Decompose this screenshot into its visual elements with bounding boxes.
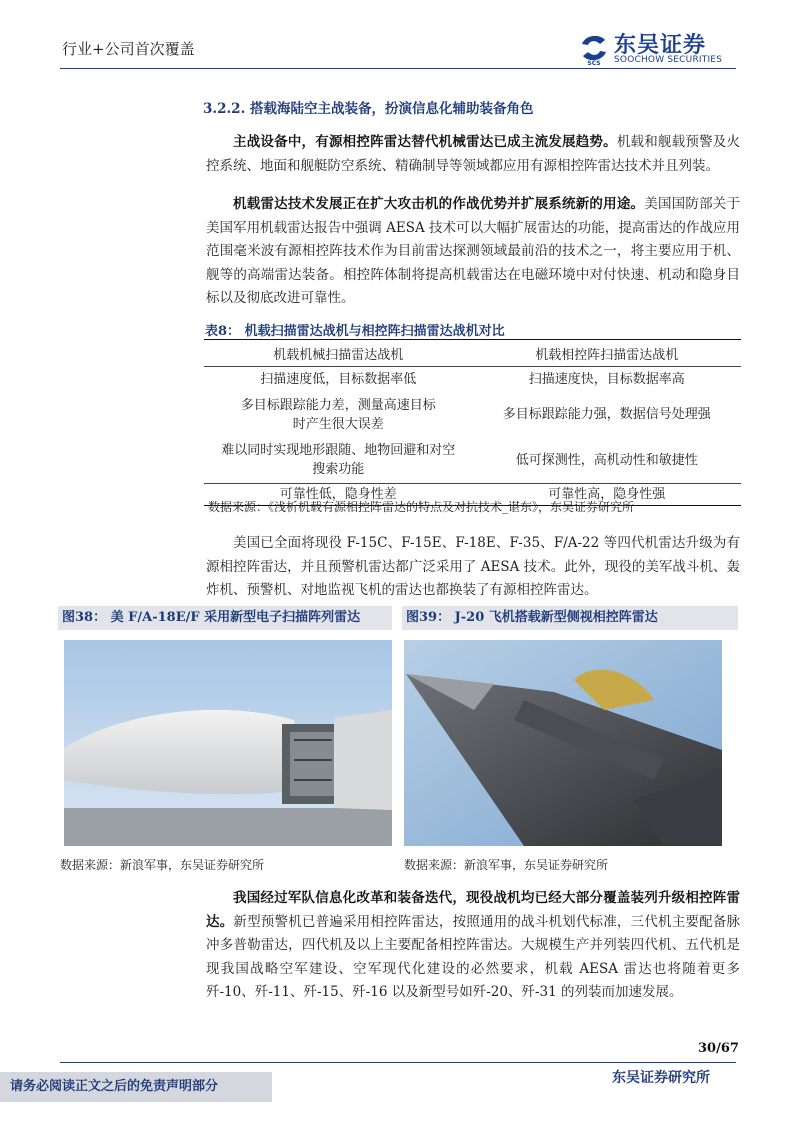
figure-38-caption: 图38： 美 F/A-18E/F 采用新型电子扫描阵列雷达	[58, 606, 392, 630]
paragraph-1-lead: 主战设备中，有源相控阵雷达替代机械雷达已成主流发展趋势。	[233, 134, 617, 150]
footer-institute: 东吴证券研究所	[612, 1070, 710, 1086]
table-cell: 可靠性低，隐身性差	[279, 487, 397, 502]
company-logo	[578, 30, 738, 70]
table-cell: 难以同时实现地形跟随、地物回避和对空搜索功能	[221, 443, 456, 478]
jet-radar-photo-icon	[64, 640, 392, 846]
paragraph-2-lead: 机载雷达技术发展正在扩大攻击机的作战优势并扩展系统新的用途。	[233, 196, 645, 212]
table-cell: 扫描速度快，目标数据率高	[528, 371, 685, 387]
table-header-cell: 机载相控阵扫描雷达战机	[473, 340, 742, 367]
logo-mark-icon	[578, 32, 610, 66]
figure-39-source: 数据来源：新浪军事，东吴证券研究所	[404, 858, 609, 872]
paragraph-2	[206, 193, 740, 311]
table-row	[204, 392, 741, 438]
header-category: 行业+公司首次覆盖	[62, 40, 195, 58]
table-row	[204, 438, 741, 484]
paragraph-2-body: 美国国防部关于美国军用机载雷达报告中强调 AESA 技术可以大幅扩展雷达的功能，提高雷达的作战应用范围毫米波有源相控阵技术作为目前雷达探测领域最前沿的技术之一，将主要应用于机、舰等的高端雷达装备。相控阵体制将提高机载雷达在电磁环境中对付快速、机动和隐身目标以及彻底改进可靠性。	[206, 196, 740, 306]
page-number: 30/67	[698, 1041, 739, 1056]
paragraph-4-lead: 我国经过军队信息化改革和装备迭代，现役战机均已经大部分覆盖装列升级相控阵雷达。	[206, 890, 740, 930]
table-cell: 低可探测性，高机动性和敏捷性	[515, 452, 698, 468]
table-header-cell: 机载机械扫描雷达战机	[204, 340, 473, 367]
figure-39-image	[404, 640, 722, 846]
paragraph-4	[206, 887, 740, 1005]
table-cell: 多目标跟踪能力差，测量高速目标时产生很大误差	[240, 397, 436, 432]
logo-mark-text: SCS	[587, 60, 601, 66]
figure-39-caption: 图39： J-20 飞机搭载新型侧视相控阵雷达	[402, 606, 738, 630]
figure-38-source: 数据来源：新浪军事，东吴证券研究所	[60, 858, 265, 872]
table-row	[204, 367, 741, 392]
logo-en-text: SOOCHOW SECURITIES	[614, 55, 723, 65]
paragraph-4-body: 新型预警机已普遍采用相控阵雷达，按照通用的战斗机划代标准，三代机主要配备脉冲多普勒雷达，四代机及以上主要配备相控阵雷达。大规模生产并列装四代机、五代机是现我国战略空军建设、空军现代化建设的必然要求，机载 AESA 雷达也将随着更多歼-10、歼-11、歼-15、歼-16 以及新型号如歼-20、歼-31 的列装而加速发展。	[206, 913, 741, 1000]
j20-jet-photo-icon	[404, 640, 722, 846]
table-cell: 多目标跟踪能力强，数据信号处理强	[502, 407, 711, 422]
footer-disclaimer: 请务必阅读正文之后的免责声明部分	[0, 1072, 272, 1102]
paragraph-1	[206, 131, 740, 178]
table-source: 数据来源：《浅析机载有源相控阵雷达的特点及对抗技术_谌东》，东吴证券研究所	[208, 500, 635, 514]
table-title: 表8： 机载扫描雷达战机与相控阵扫描雷达战机对比	[205, 324, 505, 339]
table-cell: 可靠性高，隐身性强	[548, 487, 666, 502]
table-cell: 扫描速度低，目标数据率低	[260, 371, 417, 387]
comparison-table	[204, 339, 741, 506]
paragraph-1-body: 机载和舰载预警及火控系统、地面和舰艇防空系统、精确制导等领域都应用有源相控阵雷达技术并且列装。	[206, 134, 741, 174]
paragraph-3: 美国已全面将现役 F-15C、F-15E、F-18E、F-35、F/A-22 等四代机雷达升级为有源相控阵雷达，并且预警机雷达都广泛采用了 AESA 技术。此外，现役的美军战斗机、轰炸机、预警机、对地监视飞机的雷达也都换装了有源相控阵雷达。	[206, 535, 740, 598]
section-heading: 3.2.2. 搭载海陆空主战装备，扮演信息化辅助装备角色	[203, 101, 534, 117]
footer-divider	[60, 1062, 736, 1063]
logo-cn-text: 东吴证券	[614, 33, 707, 58]
figure-38-image	[64, 640, 392, 846]
header-divider	[60, 68, 736, 69]
table-header-row	[204, 340, 741, 367]
